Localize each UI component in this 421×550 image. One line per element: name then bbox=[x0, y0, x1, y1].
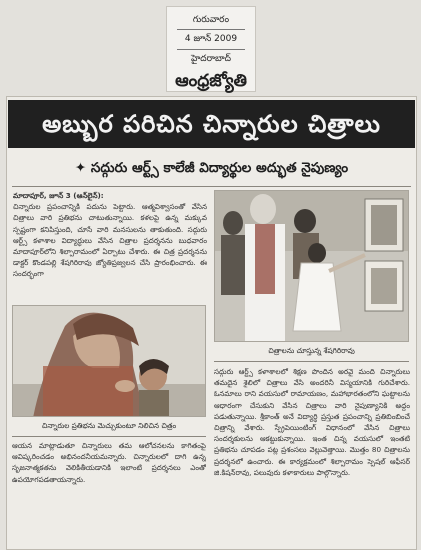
article-column-2 bbox=[214, 366, 410, 546]
photo-left-caption: చిన్నారుల ప్రతిభను మెచ్చుకుంటూ నిలిచిన చిత్రం bbox=[41, 421, 177, 430]
masthead-rule bbox=[177, 29, 245, 30]
article-headline: అబ్బుర పరిచిన చిన్నారుల చిత్రాలు bbox=[8, 100, 415, 148]
column-2-paragraph: సద్గురు ఆర్ట్స్ కళాశాలలో శిక్షణ పొందిన అరవై మంది చిన్నారులు తమదైన శైలిలో చిత్రాలు వేసి అందరినీ విస్మయానికి గురిచేశారు. ఓనమాలు రాని వయసులో రామాయణం, మహాభారతంలోని ఘట్టాలను ఆధారంగా చేసుకుని వేసిన చిత్రాలు వారి నైపుణ్యానికి అద్దం పడుతున్నాయి. శ్రీకాంత్ అనే విద్యార్థి ప్రస్తుత ప్రపంచాన్ని ప్రతిబింబించే చిత్రాన్ని వేశారు. స్ప్రేపెయింటింగ్ విధానంలో వేసిన చిత్రాలు సందర్శకులను ఆకట్టుకున్నాయి. ఇంత చిన్న వయసులో ఇంతటి ప్రతిభను చూపడం పట్ల ప్రశంసలు వెల్లువెత్తాయి. మొత్తం 80 చిత్రాలను ప్రదర్శనలో ఉంచారు. ఈ కార్యక్రమంలో శిల్పారామం స్పెషల్ ఆఫీసర్ జి.కిషన్‌రావు, పలువురు కళాకారులు పాల్గొన్నారు. bbox=[214, 367, 410, 477]
photo-top-caption: చిత్రాలను చూస్తున్న శేషగిరిరావు bbox=[268, 346, 355, 355]
painting-image bbox=[13, 306, 206, 417]
masthead-city: హైదరాబాద్ bbox=[190, 54, 232, 64]
article-subheadline: ✦ సద్గురు ఆర్ట్స్ కాలేజీ విద్యార్థుల అద్భుత నైపుణ్యం bbox=[74, 160, 349, 176]
photo-visitor-viewing-paintings bbox=[214, 190, 409, 342]
column-1-paragraph: చిన్నారుల ప్రపంచాన్నికి పదును పెట్టారు. ఆత్మవిశ్వాసంతో వేసిన చిత్రాలు వారి ప్రతిభను చాటుతున్నాయి. కళలపై ఉన్న మక్కువ స్పష్టంగా కనిపిస్తుంది, చూసే వారి మనసులను తాకుతుంది. సద్గురు ఆర్ట్స్ కళాశాల విద్యార్థులు వేసిన చిత్రాల ప్రదర్శనను బుధవారం మాదాపూర్‌లోని శిల్పారామంలో ఏర్పాటు చేశారు. ఈ చిత్ర ప్రదర్శనను డాక్టర్ కొండపల్లి శేషగిరిరావు జ్యోతిప్రజ్వలన చేసి ప్రారంభించారు. ఈ సందర్భంగా bbox=[13, 202, 207, 279]
masthead-rule bbox=[177, 49, 245, 50]
article-column-1-continued bbox=[12, 440, 206, 546]
bottom-left-paragraph: ఆయన మాట్లాడుతూ చిన్నారులు తమ ఆలోచనలను కాగితంపై ఆవిష్కరించడం అభినందనీయమన్నారు. చిన్నారులలో దాగి ఉన్న సృజనాత్మకతను వెలికితీయడానికి ఇలాంటి ప్రదర్శనలు ఎంతో ఉపయోగపడతాయన్నారు. bbox=[12, 441, 206, 484]
photo-image bbox=[215, 191, 409, 342]
masthead-date: 4 జూన్ 2009 bbox=[184, 34, 238, 44]
divider bbox=[214, 361, 409, 362]
dateline: మాదాపూర్, జూన్ 3 (ఆన్‌లైన్): bbox=[13, 191, 104, 200]
divider bbox=[12, 186, 411, 187]
newspaper-logo: ఆంధ్రజ్యోతి bbox=[175, 71, 247, 91]
masthead-day: గురువారం bbox=[192, 15, 230, 25]
photo-child-painting bbox=[12, 305, 206, 417]
article-column-1 bbox=[13, 190, 207, 302]
divider bbox=[12, 436, 206, 437]
